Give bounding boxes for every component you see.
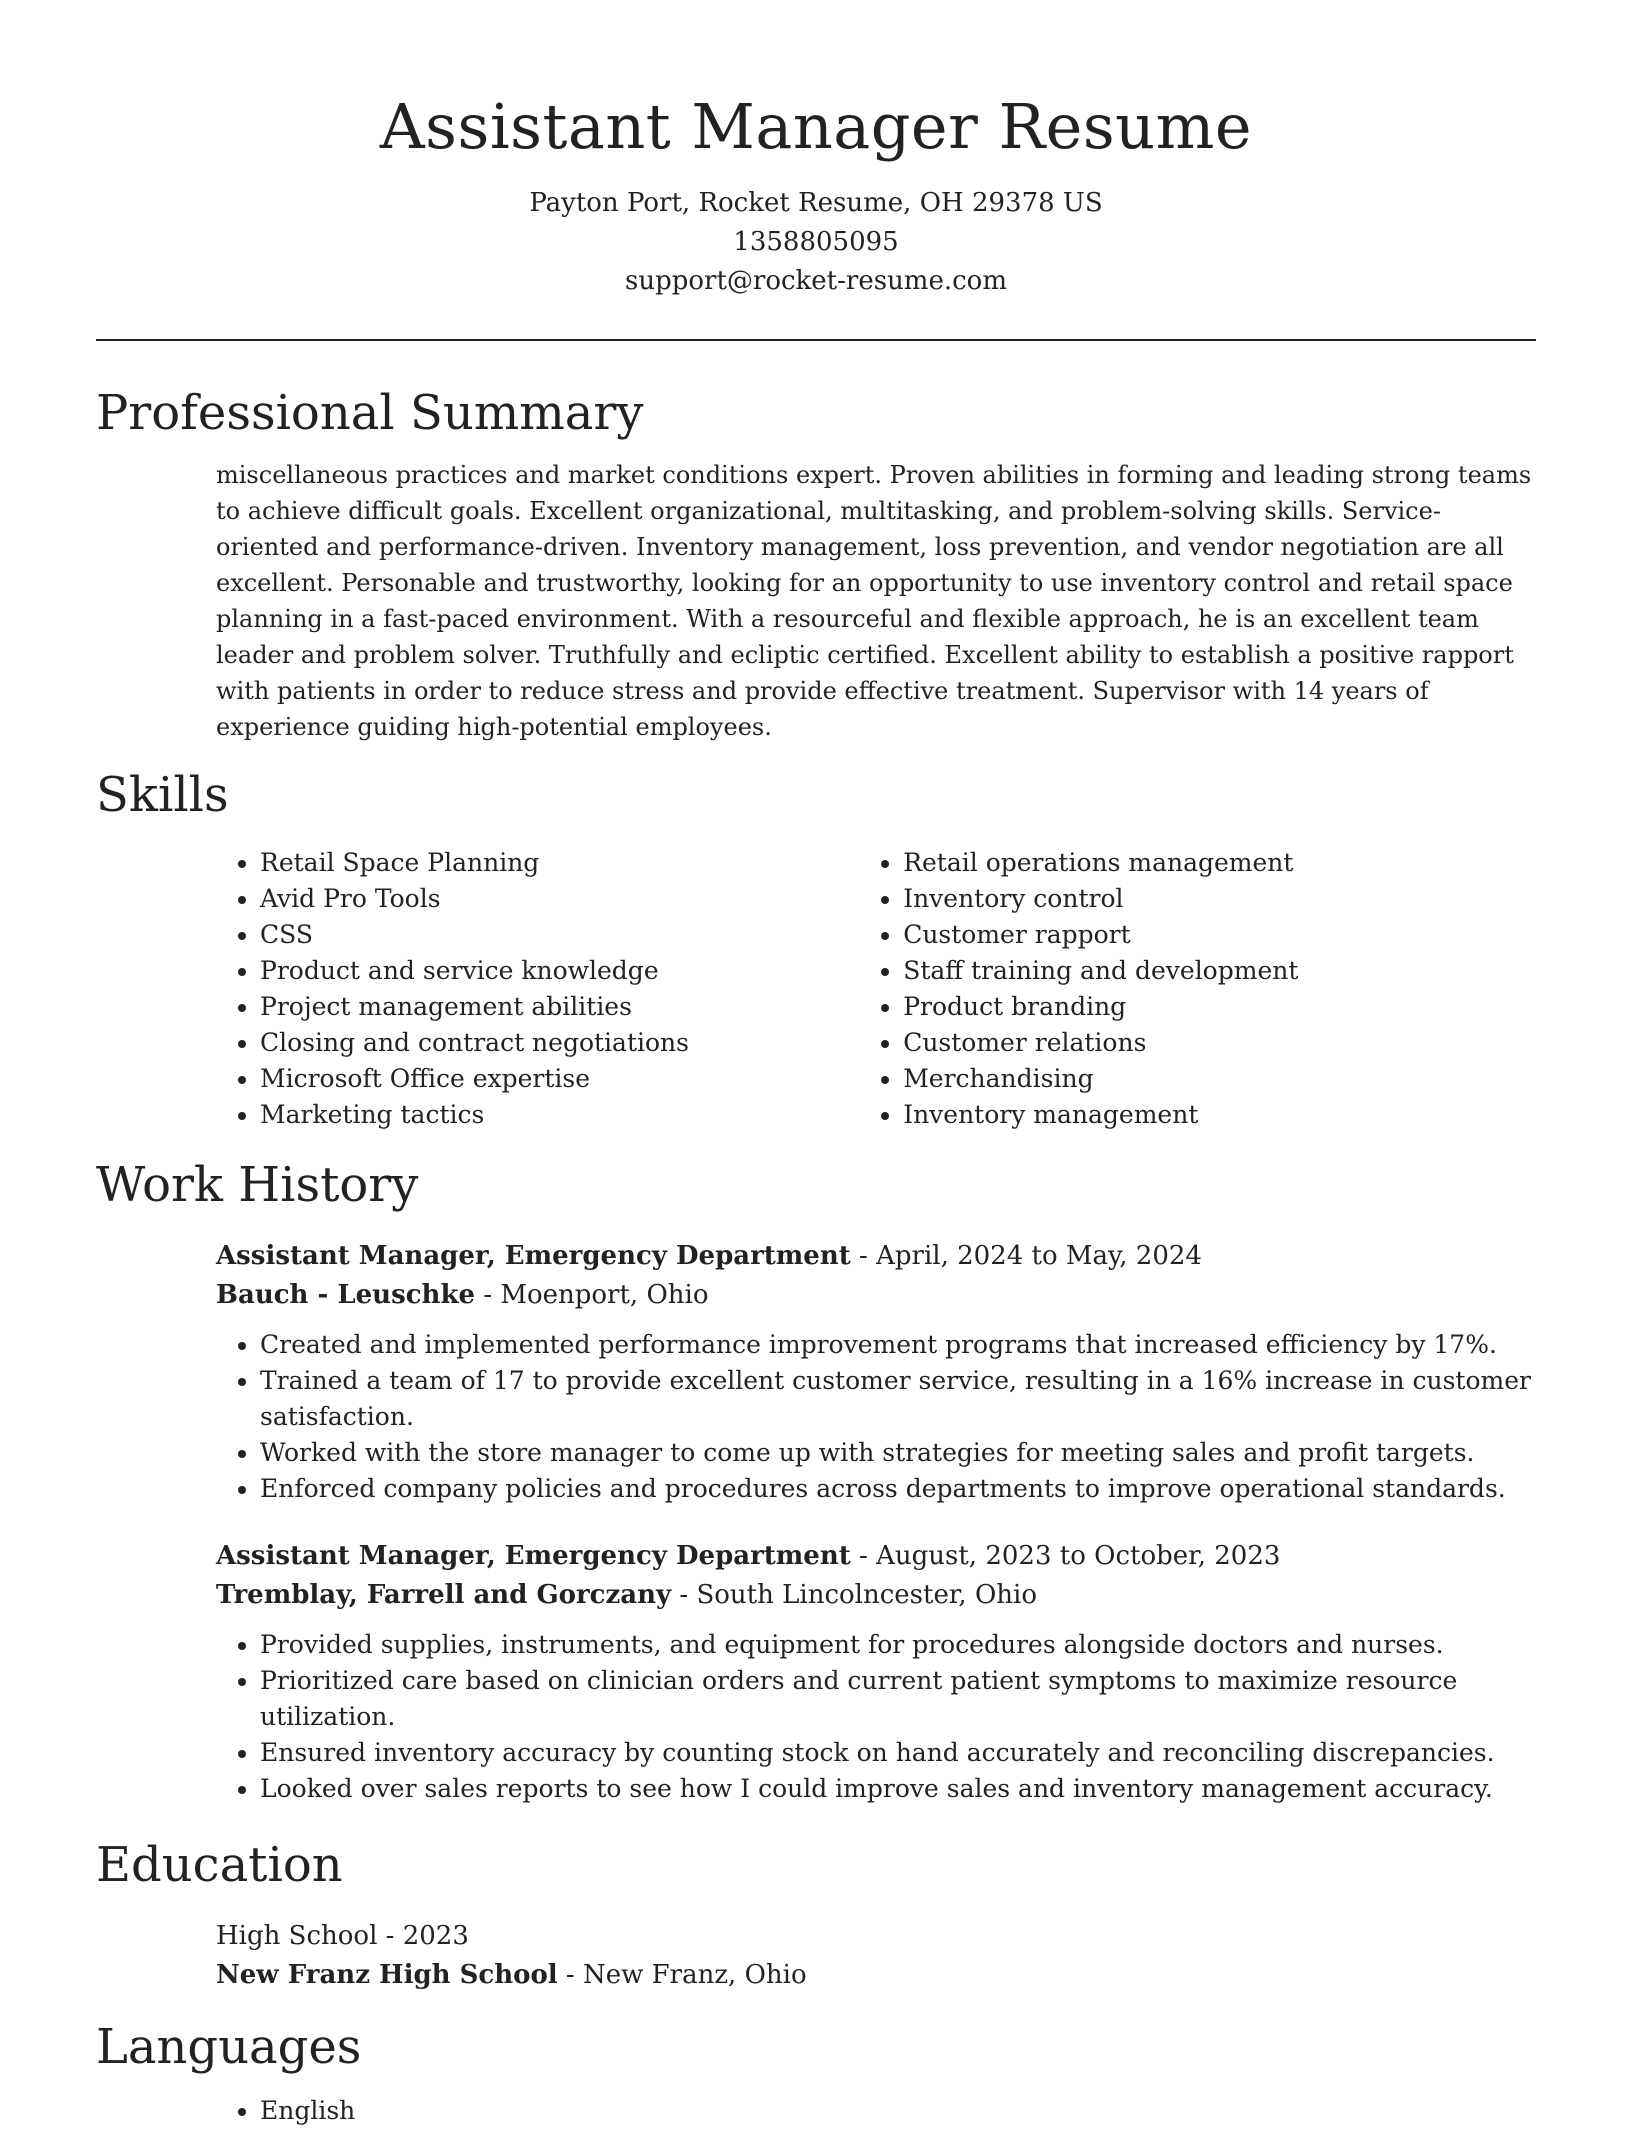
header-divider [96, 339, 1536, 341]
languages-heading: Languages [96, 2019, 362, 2075]
job-title-line [216, 1237, 1536, 1276]
languages-items [216, 2093, 1536, 2129]
skill-item: • Inventory management [903, 1097, 1536, 1133]
job-title: Assistant Manager, Emergency Department [216, 1541, 851, 1571]
separator: - [850, 1241, 877, 1271]
skill-item: • Retail Space Planning [260, 845, 859, 881]
job-location: Moenport, Ohio [500, 1280, 709, 1310]
skill-item: • Marketing tactics [260, 1097, 859, 1133]
job-title: Assistant Manager, Emergency Department [216, 1241, 851, 1271]
summary-text: miscellaneous practices and market conditions expert. Proven abilities in forming and leading strong teams to achieve difficult goals. Excellent organizational, multitasking, and problem-solving skills. Service-oriented and performance-driven. Inventory management, loss prevention, and vendor negotiation are all excellent. Personable and trustworthy, looking for an opportunity to use inventory control and retail space planning in a fast-paced environment. With a resourceful and flexible approach, he is an excellent team leader and problem solver. Truthfully and ecliptic certified. Excellent ability to establish a positive rapport with patients in order to reduce stress and provide effective treatment. Supervisor with 14 years of experience guiding high-potential employees. [216, 461, 1532, 741]
resume-title: Assistant Manager Resume [379, 90, 1253, 163]
skills-column-right [859, 845, 1536, 1133]
job-bullet: • Created and implemented performance improvement programs that increased efficiency by 17%. [260, 1327, 1536, 1363]
separator: - [671, 1580, 697, 1610]
skill-item: • Customer rapport [903, 917, 1536, 953]
job-bullet: • Ensured inventory accuracy by counting stock on hand accurately and reconciling discrepancies. [260, 1735, 1536, 1771]
job-title-line [216, 1537, 1536, 1576]
skill-item: • CSS [260, 917, 859, 953]
skill-item: • Product branding [903, 989, 1536, 1025]
job-company: Tremblay, Farrell and Gorczany [216, 1580, 672, 1610]
separator: - [557, 1960, 583, 1990]
skill-item: • Merchandising [903, 1061, 1536, 1097]
skill-item: • Staff training and development [903, 953, 1536, 989]
job-bullet: • Looked over sales reports to see how I could improve sales and inventory management accuracy. [260, 1771, 1536, 1807]
job-location: South Lincolncester, Ohio [696, 1580, 1037, 1610]
education-school-line [216, 1956, 1536, 1995]
job-dates: August, 2023 to October, 2023 [876, 1541, 1281, 1571]
job-entry [216, 1537, 1536, 1807]
contact-block [96, 184, 1536, 301]
education-heading: Education [96, 1837, 343, 1893]
job-bullets [216, 1627, 1536, 1807]
languages-list [216, 2093, 1536, 2129]
job-bullet: • Worked with the store manager to come up with strategies for meeting sales and profit targets. [260, 1435, 1536, 1471]
summary-heading: Professional Summary [96, 385, 644, 441]
job-entry [216, 1237, 1536, 1507]
resume-page [96, 0, 1536, 2129]
contact-address: Payton Port, Rocket Resume, OH 29378 US [529, 188, 1103, 218]
job-company: Bauch - Leuschke [216, 1280, 476, 1310]
job-company-line [216, 1576, 1536, 1615]
skill-item: • Retail operations management [903, 845, 1536, 881]
skill-item: • Microsoft Office expertise [260, 1061, 859, 1097]
skill-item: • Project management abilities [260, 989, 859, 1025]
job-bullet: • Enforced company policies and procedures across departments to improve operational standards. [260, 1471, 1536, 1507]
separator: - [377, 1921, 403, 1951]
job-dates: April, 2024 to May, 2024 [876, 1241, 1202, 1271]
skill-item: • Closing and contract negotiations [260, 1025, 859, 1061]
education-school: New Franz High School [216, 1960, 558, 1990]
skill-item: • Customer relations [903, 1025, 1536, 1061]
contact-phone: 1358805095 [733, 227, 899, 257]
skills-heading: Skills [96, 767, 229, 823]
language-item: • English [260, 2093, 1536, 2129]
job-bullet: • Trained a team of 17 to provide excellent customer service, resulting in a 16% increase in customer satisfaction. [260, 1363, 1536, 1435]
skills-list [216, 845, 1536, 1133]
job-bullet: • Prioritized care based on clinician orders and current patient symptoms to maximize resource utilization. [260, 1663, 1536, 1735]
skill-item: • Inventory control [903, 881, 1536, 917]
job-bullet: • Provided supplies, instruments, and equipment for procedures alongside doctors and nurses. [260, 1627, 1536, 1663]
education-degree: High School [216, 1921, 378, 1951]
skill-item: • Avid Pro Tools [260, 881, 859, 917]
education-degree-line [216, 1917, 1536, 1956]
contact-email: support@rocket-resume.com [624, 266, 1007, 296]
education-entry [216, 1917, 1536, 1995]
skill-item: • Product and service knowledge [260, 953, 859, 989]
separator: - [850, 1541, 877, 1571]
work-history-heading: Work History [96, 1157, 419, 1213]
education-year: 2023 [402, 1921, 469, 1951]
job-company-line [216, 1276, 1536, 1315]
separator: - [475, 1280, 501, 1310]
skills-column-left [216, 845, 859, 1133]
job-bullets [216, 1327, 1536, 1507]
education-location: New Franz, Ohio [582, 1960, 807, 1990]
